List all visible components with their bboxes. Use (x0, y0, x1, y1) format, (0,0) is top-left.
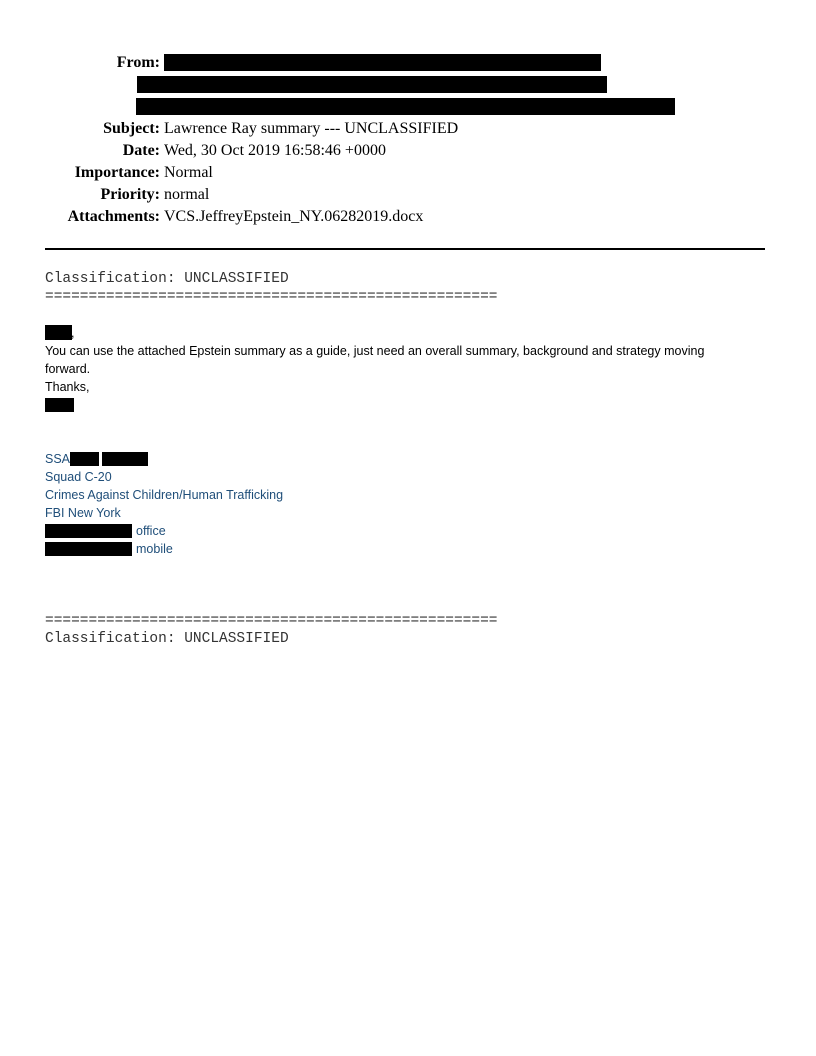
separator-top: ==================================================== (45, 289, 498, 305)
classification-top: Classification: UNCLASSIFIED (45, 271, 289, 287)
redacted-signature-last-name (102, 452, 148, 466)
signature-unit: Crimes Against Children/Human Trafficking (45, 488, 284, 502)
date-label: Date: (122, 142, 160, 159)
body-line-1: You can use the attached Epstein summary as a guide, just need an overall summary, background and strategy moving (45, 344, 705, 358)
signature-squad: Squad C-20 (45, 470, 112, 484)
importance-value: Normal (164, 164, 213, 181)
importance-label: Importance: (74, 164, 160, 181)
priority-value: normal (164, 186, 210, 203)
subject-label: Subject: (103, 120, 160, 137)
redacted-mobile-phone (45, 542, 132, 556)
redacted-office-phone (45, 524, 132, 538)
office-phone-label: office (136, 524, 166, 538)
mobile-phone-label: mobile (136, 542, 173, 556)
redacted-from-line-3 (136, 98, 675, 115)
signature-title: SSA (45, 452, 71, 466)
date-value: Wed, 30 Oct 2019 16:58:46 +0000 (164, 142, 386, 159)
signature-office-name: FBI New York (45, 506, 121, 520)
redacted-signature-first-name (70, 452, 99, 466)
body-line-2: forward. (45, 362, 91, 376)
attachments-label: Attachments: (67, 208, 160, 225)
attachment-filename[interactable]: VCS.JeffreyEpstein_NY.06282019.docx (164, 208, 424, 225)
redacted-recipient-name (45, 325, 75, 340)
from-label: From: (116, 54, 160, 71)
separator-bottom: ==================================================== (45, 613, 498, 629)
body-thanks: Thanks, (45, 380, 90, 394)
redacted-sender-first-name (45, 398, 74, 412)
classification-bottom: Classification: UNCLASSIFIED (45, 631, 289, 647)
subject-value: Lawrence Ray summary --- UNCLASSIFIED (164, 120, 459, 137)
redacted-from-line-1 (164, 54, 601, 71)
header-divider (45, 248, 765, 250)
priority-label: Priority: (100, 186, 160, 203)
greeting-comma: , (71, 326, 75, 340)
redacted-from-line-2 (137, 76, 607, 93)
